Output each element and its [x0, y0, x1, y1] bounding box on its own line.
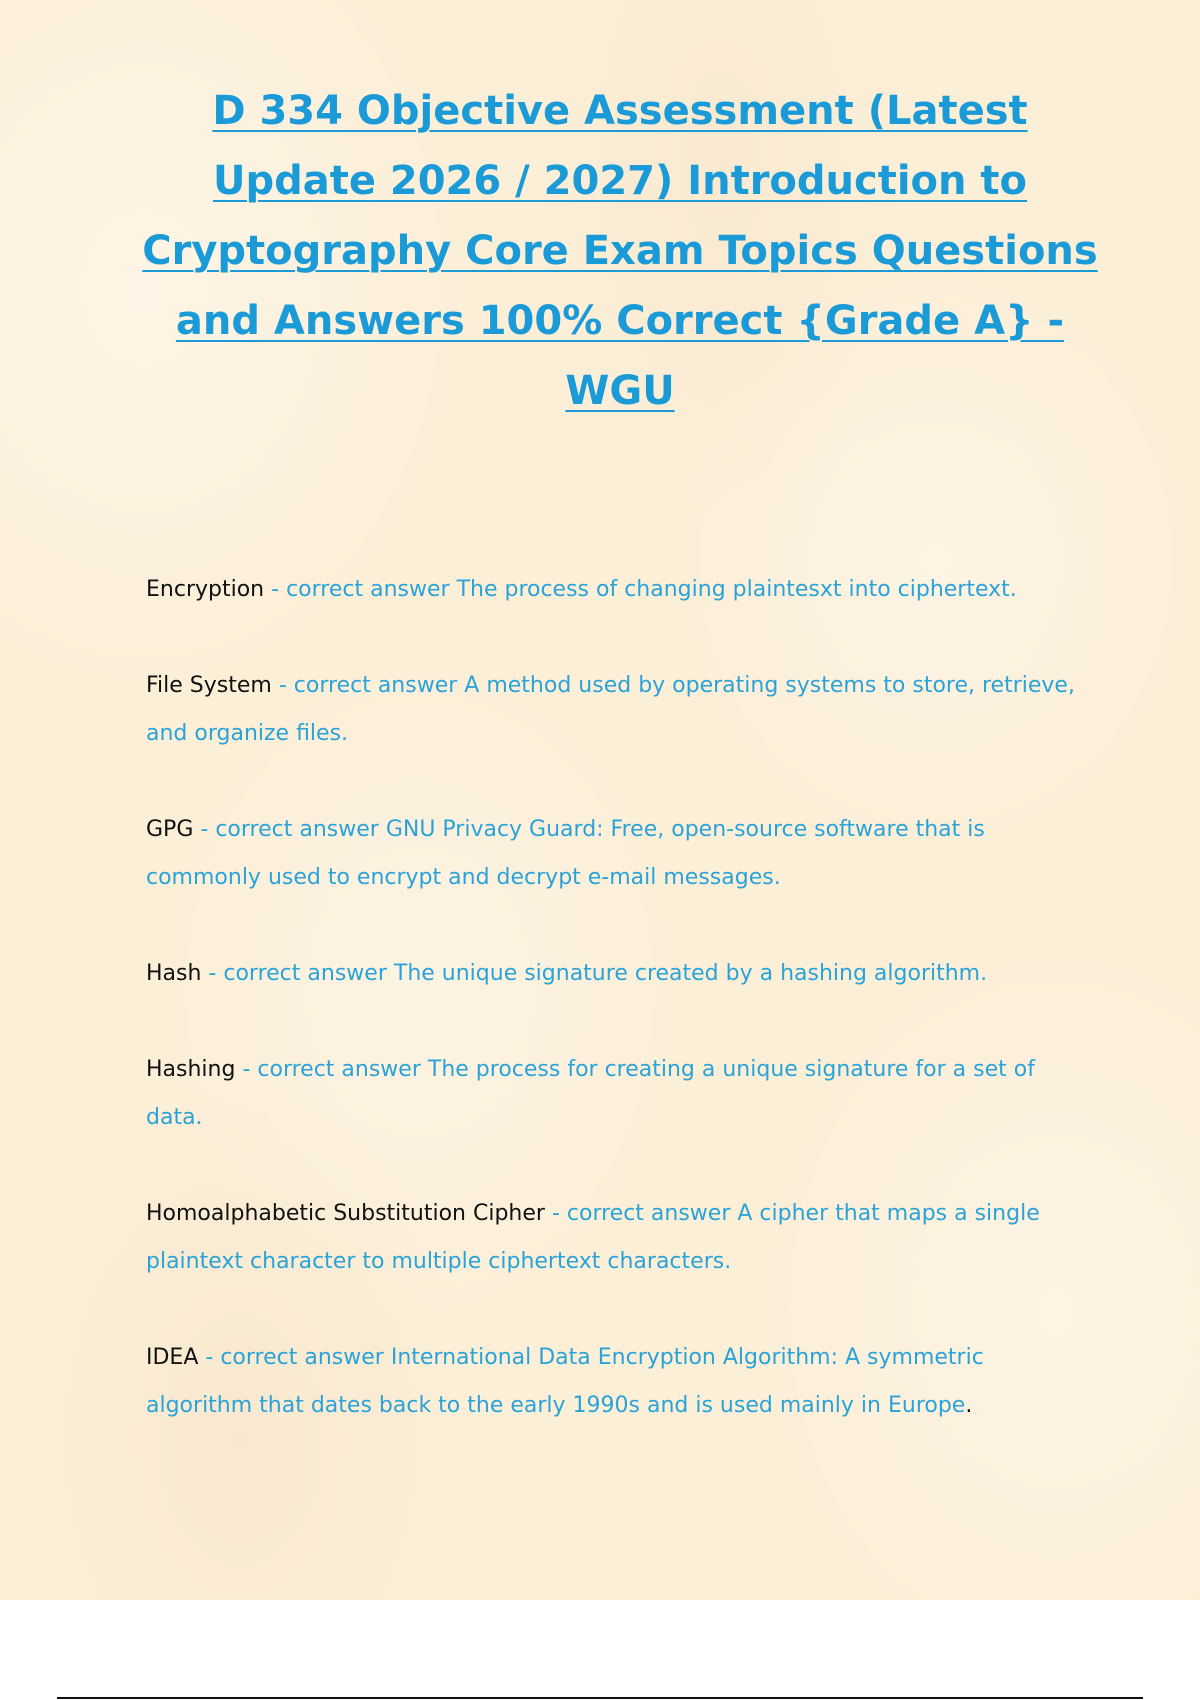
entry-answer-prefix: correct answer: [286, 577, 450, 602]
entry-answer-prefix: correct answer: [257, 1057, 421, 1082]
entry-term: Hashing: [146, 1057, 236, 1082]
entry-term: Homoalphabetic Substitution Cipher: [146, 1201, 545, 1226]
entry-answer-prefix: correct answer: [220, 1345, 384, 1370]
footer-divider: [57, 1697, 1143, 1699]
qa-entry: [146, 1190, 1086, 1286]
document-title[interactable]: D 334 Objective Assessment (Latest Update 2026 / 2027) Introduction to Cryptography Core Exam Topics Questions and Answers 100% Correct {Grade A} - WGU: [142, 88, 1098, 414]
qa-entry: [146, 566, 1086, 614]
entry-term: IDEA: [146, 1345, 199, 1370]
entry-trailing-punctuation: .: [965, 1393, 973, 1418]
entry-answer: International Data Encryption Algorithm: A symmetric algorithm that dates back to the early 1990s and is used mainly in Europe: [146, 1345, 984, 1418]
entry-answer: The unique signature created by a hashing algorithm.: [393, 961, 988, 986]
entry-term: Encryption: [146, 577, 265, 602]
entry-answer-prefix: correct answer: [223, 961, 387, 986]
entry-answer: A method used by operating systems to store, retrieve, and organize files.: [146, 673, 1075, 746]
qa-entry: [146, 806, 1086, 902]
qa-entry: [146, 662, 1086, 758]
entry-separator: -: [201, 961, 224, 986]
entry-answer-prefix: correct answer: [566, 1201, 731, 1226]
entry-answer: The process for creating a unique signature for a set of data.: [146, 1057, 1035, 1130]
entry-separator: -: [271, 673, 294, 698]
entry-answer: A cipher that maps a single plaintext character to multiple ciphertext characters.: [146, 1201, 1040, 1274]
entry-term: Hash: [146, 961, 202, 986]
entry-answer-prefix: correct answer: [215, 817, 379, 842]
entry-term: GPG: [146, 817, 194, 842]
entry-answer: GNU Privacy Guard: Free, open-source software that is commonly used to encrypt and decrypt e-mail messages.: [146, 817, 985, 890]
entry-separator: -: [235, 1057, 258, 1082]
entry-answer: The process of changing plaintesxt into ciphertext.: [456, 577, 1017, 602]
qa-entry: [146, 1334, 1086, 1430]
entry-term: File System: [146, 673, 272, 698]
entry-separator: -: [264, 577, 287, 602]
qa-entry: [146, 950, 1086, 998]
entry-separator: -: [198, 1345, 221, 1370]
entry-answer-prefix: correct answer: [293, 673, 458, 698]
entry-separator: -: [544, 1201, 567, 1226]
qa-list: [146, 566, 1086, 1478]
qa-entry: [146, 1046, 1086, 1142]
entry-separator: -: [193, 817, 216, 842]
